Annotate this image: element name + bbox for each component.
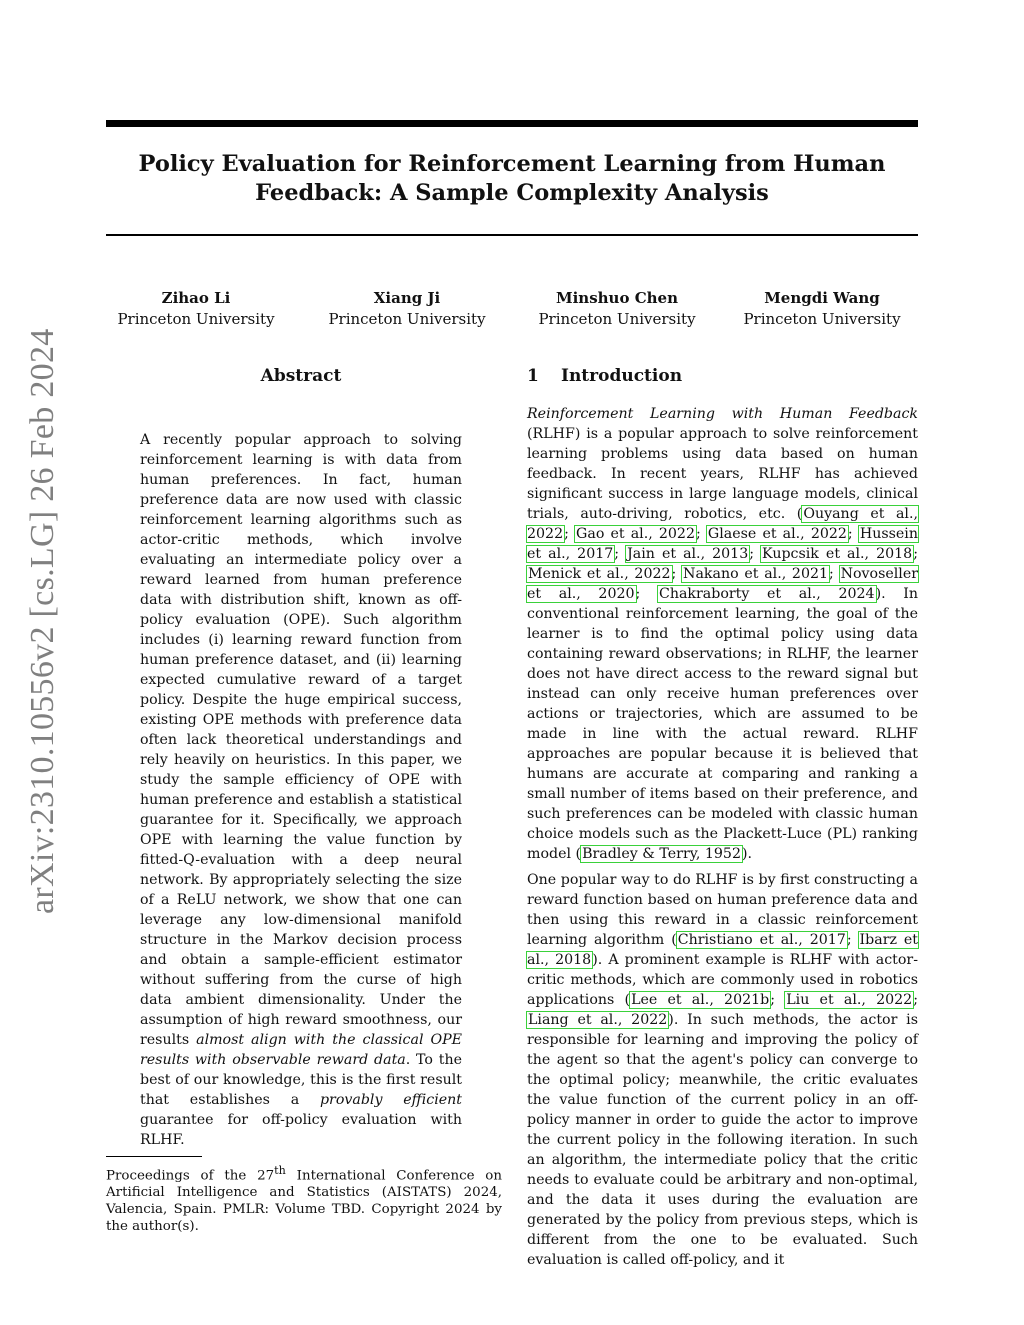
intro-emphasis: Reinforcement Learning with Human Feedback (527, 406, 918, 422)
intro-text: One popular way to do RLHF is by first constructing a reward function based on human preference data and then using this reward in a classic reinforcement learning algorithm ( (527, 872, 918, 948)
section-title: Introduction (561, 366, 683, 386)
citation-link[interactable]: Nakano et al., 2021 (683, 566, 829, 582)
citation-link[interactable]: Jain et al., 2013 (627, 546, 749, 562)
author-affiliation: Princeton University (117, 310, 275, 328)
author-2 (302, 288, 512, 330)
citation-link[interactable]: Ibarz et al., 2018 (527, 932, 918, 968)
author-1 (91, 288, 301, 330)
footnote-text: Proceedings of the 27 (106, 1168, 275, 1184)
abstract-emphasis-2: provably efficient (319, 1092, 462, 1108)
intro-text: (RLHF) is a popular approach to solve reinforcement learning problems using data based on human feedback. In recent years, RLHF has achieved significant success in large language models, clinical trials, auto-driving, robotics, etc. ( (527, 426, 918, 522)
abstract-text (140, 430, 462, 1150)
author-affiliation: Princeton University (538, 310, 696, 328)
footnote-text-rest: International Conference on Artificial Intelligence and Statistics (AISTATS) 2024, Valencia, Spain. PMLR: Volume TBD. Copyright 2024 by the author(s). (106, 1168, 502, 1235)
section-number: 1 (527, 366, 539, 386)
citation-link[interactable]: Chakraborty et al., 2024 (658, 586, 875, 602)
author-name: Minshuo Chen (556, 289, 678, 307)
citation-link[interactable]: Bradley & Terry, 1952 (582, 846, 741, 862)
author-affiliation: Princeton University (743, 310, 901, 328)
intro-paragraph-2: One popular way to do RLHF is by first constructing a reward function based on human preference data and then using this reward in a classic reinforcement learning algorithm (Christiano et al., 2017; Ibarz et al., 2018). A prominent example is RLHF with actor-critic methods, which are commonly used in robotics applications (Lee et al., 2021b; Liu et al., 2022; Liang et al., 2022). In such methods, the actor is responsible for learning and improving the policy of the agent so that the agent's policy can converge to the optimal policy; meanwhile, the critic evaluates the value function of the current policy in an off-policy manner in order to guide the actor to improve the current policy in the following iteration. In such an algorithm, the intermediate policy that the critic needs to evaluate could be arbitrary and non-optimal, and the data it uses during the evaluation are generated by the policy from previous steps, which is different from the one to be evaluated. Such evaluation is called off-policy, and it (527, 872, 918, 1268)
footnote-superscript: th (274, 1164, 286, 1177)
top-rule (106, 120, 918, 127)
citation-link[interactable]: Glaese et al., 2022 (707, 526, 847, 542)
introduction-body (527, 404, 918, 1270)
author-3 (512, 288, 722, 330)
title-bottom-rule (106, 234, 918, 236)
citation-link[interactable]: Hussein et al., 2017 (527, 526, 918, 562)
arxiv-identifier-stamp: arXiv:2310.10556v2 [cs.LG] 26 Feb 2024 (24, 328, 61, 914)
author-name: Zihao Li (161, 289, 231, 307)
intro-paragraph-1: Reinforcement Learning with Human Feedback (RLHF) is a popular approach to solve reinforcement learning problems using data based on human feedback. In recent years, RLHF has achieved significant success in large language models, clinical trials, auto-driving, robotics, etc. (Ouyang et al., 2022; Gao et al., 2022; Glaese et al., 2022; Hussein et al., 2017; Jain et al., 2013; Kupcsik et al., 2018; Menick et al., 2022; Nakano et al., 2021; Novoseller et al., 2020; Chakraborty et al., 2024). In conventional reinforcement learning, the goal of the learner is to find the optimal policy using data containing reward observations; in RLHF, the learner does not have direct access to the reward signal but instead can only receive human preferences over actions or trajectories, which are assumed to be made in line with the actual reward. RLHF approaches are popular because it is believed that humans are accurate at comparing and ranking a small number of items based on their preference, and such preferences can be modeled with classic human choice models such as the Plackett-Luce (PL) ranking model (Bradley & Terry, 1952). (527, 406, 919, 862)
citation-link[interactable]: Ouyang et al., 2022 (527, 506, 918, 542)
citation-link[interactable]: Novoseller et al., 2020 (527, 566, 919, 602)
citation-link[interactable]: Kupcsik et al., 2018 (762, 546, 913, 562)
abstract-emphasis-1: almost align with the classical OPE results with observable reward data (140, 1032, 462, 1068)
abstract-body: A recently popular approach to solving reinforcement learning is with data from human preferences. In fact, human preference data are now used with classic reinforcement learning algorithms such as actor-critic methods, which involve evaluating an intermediate policy over a reward learned from human preference data with distribution shift, known as off-policy evaluation (OPE). Such algorithm includes (i) learning reward function from human preference dataset, and (ii) learning expected cumulative reward of a target policy. Despite the huge empirical success, existing OPE methods with preference data often lack theoretical understandings and rely heavily on heuristics. In this paper, we study the sample efficiency of OPE with human preference and establish a statistical guarantee for it. Specifically, we approach OPE with learning the value function by fitted-Q-evaluation with a deep neural network. By appropriately selecting the size of a ReLU network, we show that one can leverage any low-dimensional manifold structure in the Markov decision process and obtain a sample-efficient estimator without suffering from the curse of high data ambient dimensionality. Under the assumption of high reward smoothness, our results (140, 432, 462, 1048)
author-name: Xiang Ji (373, 289, 441, 307)
citation-link[interactable]: Liang et al., 2022 (528, 1012, 668, 1028)
citation-link[interactable]: Liu et al., 2022 (786, 992, 913, 1008)
abstract-heading: Abstract (260, 366, 342, 386)
intro-text: ). In such methods, the actor is responsible for learning and improving the policy of the agent so that the agent's policy can converge to the optimal policy; meanwhile, the critic evaluates the value function of the current policy in an off-policy manner in order to guide the actor to improve the current policy in the following iteration. In such an algorithm, the intermediate policy that the critic needs to evaluate could be arbitrary and non-optimal, and the data it uses during the evaluation are generated by the policy from previous steps, which is different from the one to be evaluated. Such evaluation is called off-policy, and it (527, 1012, 918, 1268)
intro-text: ). (741, 846, 753, 862)
author-affiliation: Princeton University (328, 310, 486, 328)
footnote-rule (106, 1156, 202, 1157)
author-4 (717, 288, 927, 330)
citation-link[interactable]: Christiano et al., 2017 (677, 932, 846, 948)
abstract-end: guarantee for off-policy evaluation with RLHF. (140, 1112, 462, 1148)
paper-title: Policy Evaluation for Reinforcement Learning from Human Feedback: A Sample Complexity Analysis (138, 151, 886, 206)
citation-link[interactable]: Gao et al., 2022 (576, 526, 695, 542)
intro-text: ). In conventional reinforcement learning, the goal of the learner is to find the optimal policy using data containing reward observations; in RLHF, the learner does not have direct access to the reward signal but instead can only receive human preferences over actions or trajectories, which are assumed to be made in line with the actual reward. RLHF approaches are popular because it is believed that humans are accurate at comparing and ranking a small number of items based on their preference, and such preferences can be modeled with classic human choice models such as the Plackett-Luce (PL) ranking model ( (527, 586, 918, 862)
author-name: Mengdi Wang (764, 289, 880, 307)
footnote (106, 1162, 502, 1235)
section-heading-introduction (527, 366, 682, 386)
abstract-middle: . To the best of our knowledge, this is the first result that establishes a (140, 1052, 462, 1108)
intro-text: ). A prominent example is RLHF with actor-critic methods, which are commonly used in robotics applications ( (527, 952, 918, 1008)
citation-link[interactable]: Menick et al., 2022 (528, 566, 671, 582)
citation-link[interactable]: Lee et al., 2021b (631, 992, 770, 1008)
